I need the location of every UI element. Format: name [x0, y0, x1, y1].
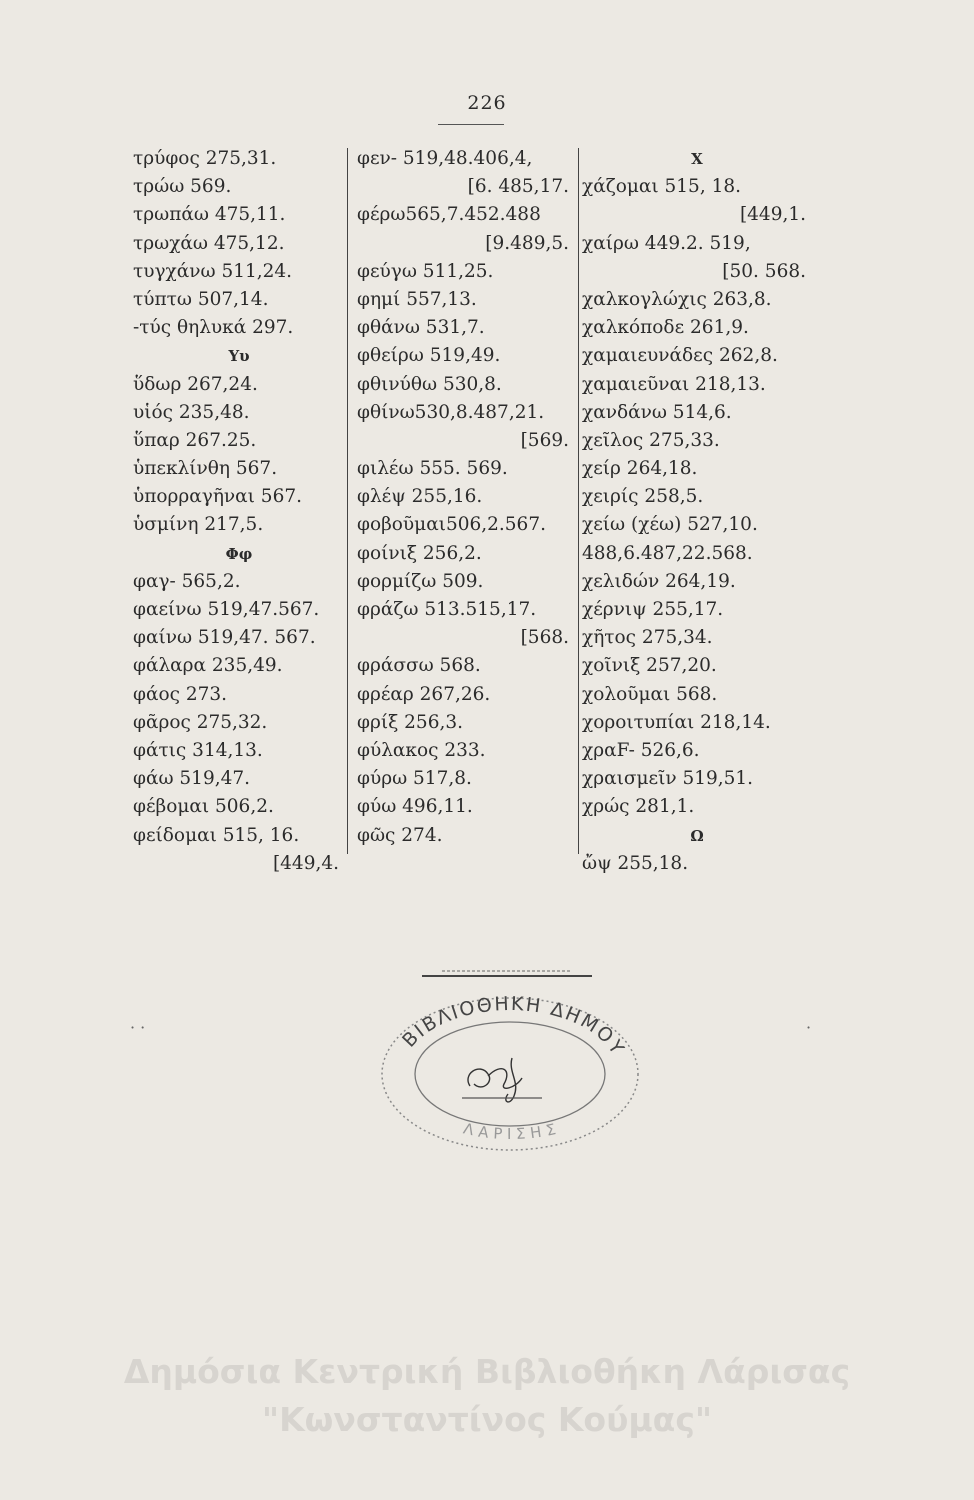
index-entry: χαλκογλώχις 263,8.	[582, 288, 772, 310]
index-entry: χῆτος 275,34.	[582, 627, 713, 649]
stamp-bottom-text: ΛΑΡΙΣΗΣ	[461, 1118, 563, 1144]
index-entry: τρωπάω 475,11.	[133, 204, 286, 226]
index-entry: φράζω 513.515,17.	[357, 599, 537, 620]
index-entry: [569.	[520, 429, 569, 451]
index-entry: τρύφος 275,31.	[133, 148, 277, 169]
index-entry: χείω (χέω) 527,10.	[582, 514, 758, 536]
index-entry: φλέψ 255,16.	[357, 486, 483, 508]
index-entry: [50. 568.	[722, 260, 806, 282]
index-entry: χοῖνιξ 257,20.	[582, 655, 717, 677]
index-entry: χάζομαι 515, 18.	[582, 176, 742, 198]
index-entry: φείδομαι 515, 16.	[133, 824, 300, 846]
index-entry: ὕδωρ 267,24.	[133, 373, 258, 395]
index-entry: ὕπαρ 267.25.	[133, 429, 257, 451]
index-entry: φύω 496,11.	[357, 796, 473, 818]
index-entry: χεῖλος 275,33.	[582, 429, 720, 451]
index-column-1	[133, 145, 345, 878]
index-entry: φημί 557,13.	[357, 288, 477, 310]
index-entry: φεύγω 511,25.	[357, 260, 494, 282]
stamp-top-text: ΒΙΒΛΙΟΘΗΚΗ ΔΗΜΟΥ	[398, 992, 629, 1060]
index-entry: φάλαρα 235,49.	[133, 655, 283, 677]
index-entry: φῶς 274.	[357, 824, 443, 846]
library-stamp	[362, 962, 657, 1157]
page-number-rule	[438, 124, 504, 125]
index-entry: φθείρω 519,49.	[357, 345, 501, 367]
index-entry: [9.489,5.	[485, 232, 569, 254]
index-entry: χραισμεῖν 519,51.	[582, 768, 754, 790]
column-divider	[347, 148, 348, 854]
index-entry: τρώω 569.	[133, 176, 232, 198]
letter-heading: Φφ	[225, 544, 253, 563]
index-entry: χαλκόποδε 261,9.	[582, 317, 749, 339]
library-watermark-line-1: Δημόσια Κεντρική Βιβλιοθήκη Λάρισας	[123, 1352, 851, 1391]
index-entry: χελιδών 264,19.	[582, 570, 736, 592]
index-entry: φαείνω 519,47.567.	[133, 599, 320, 620]
letter-heading: Ω	[690, 826, 704, 845]
index-entry: φοίνιξ 256,2.	[357, 542, 482, 564]
svg-text:ΛΑΡΙΣΗΣ	[462, 1119, 563, 1143]
index-entry: ὤψ 255,18.	[582, 852, 689, 874]
stamp-signature	[468, 1058, 522, 1102]
index-entry: φράσσω 568.	[357, 655, 481, 677]
index-entry: ὑσμίνη 217,5.	[133, 514, 264, 536]
index-entry: ὑπεκλίνθη 567.	[133, 458, 278, 480]
index-entry: χρώς 281,1.	[582, 796, 695, 818]
index-entry: φιλέω 555. 569.	[357, 458, 508, 480]
index-entry: χειρίς 258,5.	[582, 486, 704, 508]
index-entry: χολοῦμαι 568.	[582, 683, 718, 705]
index-entry: υἱός 235,48.	[133, 401, 250, 423]
index-entry: τύπτω 507,14.	[133, 288, 269, 310]
letter-heading: Χ	[691, 150, 703, 168]
index-entry: φοβοῦμαι506,2.567.	[357, 514, 546, 536]
index-entry: φθάνω 531,7.	[357, 317, 485, 339]
stamp-signature-initials: Α.Ζ.	[362, 962, 365, 963]
index-entry: φεν- 519,48.406,4,	[357, 148, 533, 169]
index-entry: 488,6.487,22.568.	[582, 542, 753, 564]
page-number: 226	[467, 92, 507, 114]
index-entry: χαμαιεῦναι 218,13.	[582, 373, 766, 395]
index-entry: τυγχάνω 511,24.	[133, 260, 293, 282]
index-entry: φέβομαι 506,2.	[133, 796, 274, 818]
margin-dots-right: ·	[806, 1018, 812, 1037]
index-entry: φέρω565,7.452.488	[357, 204, 541, 226]
index-entry: φθίνω530,8.487,21.	[357, 401, 545, 423]
index-entry: χαμαιευνάδες 262,8.	[582, 345, 778, 367]
index-entry: χέρνιψ 255,17.	[582, 599, 724, 620]
stamp-inner-ring	[415, 1022, 605, 1126]
index-entry: χραF- 526,6.	[582, 739, 700, 761]
index-entry: φύρω 517,8.	[357, 768, 472, 790]
index-entry: φᾶρος 275,32.	[133, 711, 268, 733]
index-entry: φάος 273.	[133, 683, 228, 705]
index-entry: φορμίζω 509.	[357, 570, 484, 592]
index-column-3	[582, 145, 812, 878]
index-entry: φαγ- 565,2.	[133, 570, 241, 592]
index-entry: φάτις 314,13.	[133, 739, 263, 761]
index-entry: χείρ 264,18.	[582, 458, 698, 480]
index-entry: φρέαρ 267,26.	[357, 683, 491, 705]
index-entry: χαίρω 449.2. 519,	[582, 232, 751, 254]
index-entry: φύλακος 233.	[357, 739, 486, 761]
index-entry: ὑπορραγῆναι 567.	[133, 486, 302, 508]
index-entry: [449,1.	[739, 204, 806, 226]
index-entry: φθινύθω 530,8.	[357, 373, 502, 395]
index-entry: [449,4.	[272, 852, 339, 874]
index-entry: [6. 485,17.	[467, 176, 569, 198]
index-entry: φρίξ 256,3.	[357, 711, 463, 733]
index-entry: φαίνω 519,47. 567.	[133, 627, 316, 649]
index-column-2	[357, 145, 575, 850]
index-entry: χανδάνω 514,6.	[582, 401, 732, 423]
index-entry: -τύς θηλυκά 297.	[133, 317, 294, 339]
margin-dots-left: · ·	[130, 1018, 146, 1037]
index-entry: τρωχάω 475,12.	[133, 232, 285, 254]
library-watermark-line-2: "Κωνσταντίνος Κούμας"	[261, 1400, 713, 1439]
letter-heading: Υυ	[228, 347, 250, 366]
index-entry: φάω 519,47.	[133, 768, 251, 790]
index-entry: [568.	[520, 627, 569, 649]
column-divider	[578, 148, 579, 854]
index-entry: χοροιτυπίαι 218,14.	[582, 711, 771, 733]
